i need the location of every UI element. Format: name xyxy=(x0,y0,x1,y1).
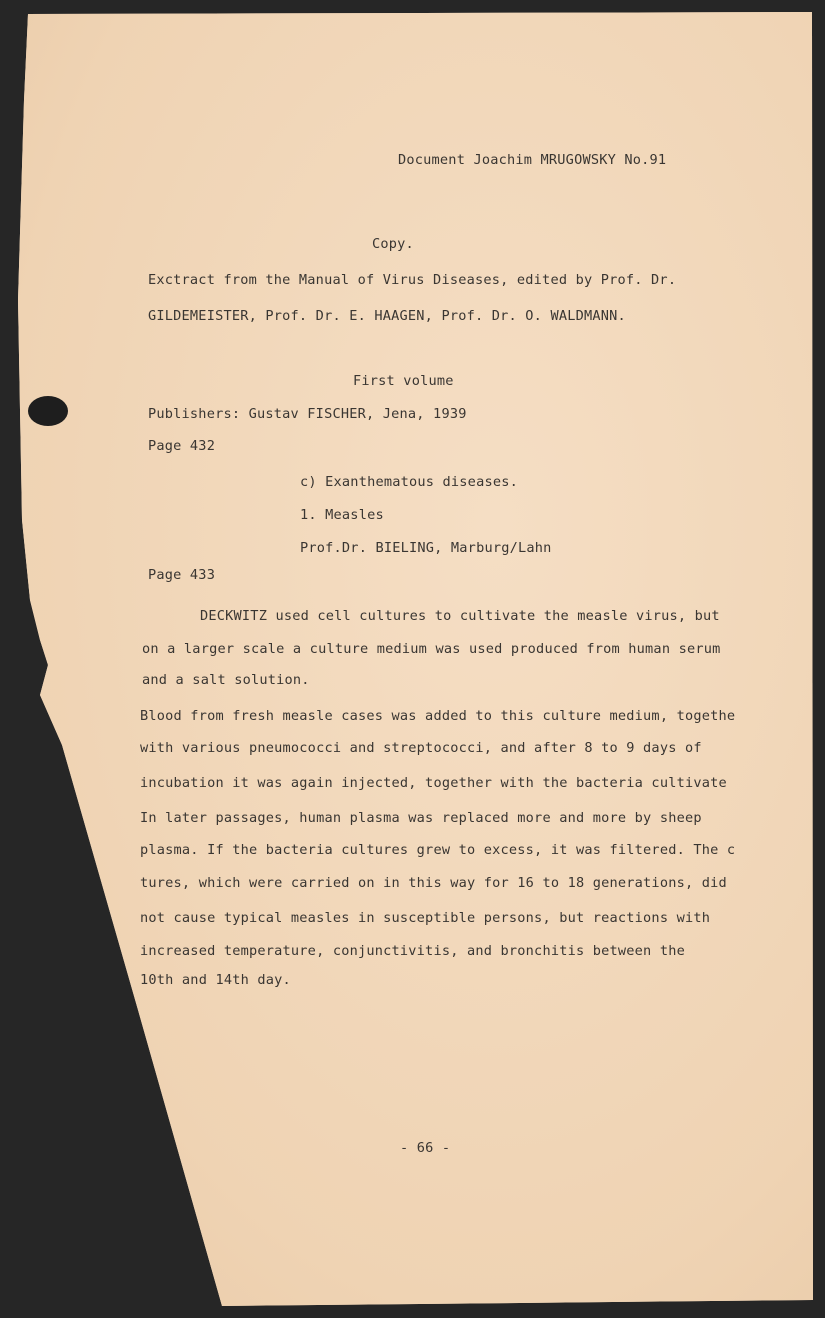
extract-line-2: GILDEMEISTER, Prof. Dr. E. HAAGEN, Prof. Dr. O. WALDMANN. xyxy=(148,308,626,324)
paragraph-1-line-3: and a salt solution. xyxy=(142,672,310,688)
page-ref-433: Page 433 xyxy=(148,567,216,583)
paragraph-2-line-3: incubation it was again injected, together with the bacteria cultivate xyxy=(140,775,727,791)
paragraph-2-line-1: Blood from fresh measle cases was added to this culture medium, togethe xyxy=(140,708,736,724)
paragraph-2-line-8: increased temperature, conjunctivitis, and bronchitis between the xyxy=(140,943,685,959)
paragraph-1-line-2: on a larger scale a culture medium was used produced from human serum xyxy=(142,641,721,657)
punch-hole xyxy=(28,396,68,426)
author-line: Prof.Dr. BIELING, Marburg/Lahn xyxy=(300,540,552,556)
paragraph-2-line-2: with various pneumococci and streptococci, and after 8 to 9 days of xyxy=(140,740,702,756)
paragraph-2-line-9: 10th and 14th day. xyxy=(140,972,291,988)
section-heading: c) Exanthematous diseases. xyxy=(300,474,518,490)
publishers-line: Publishers: Gustav FISCHER, Jena, 1939 xyxy=(148,406,467,422)
paragraph-2-line-7: not cause typical measles in susceptible persons, but reactions with xyxy=(140,910,711,926)
extract-line-1: Exctract from the Manual of Virus Diseases, edited by Prof. Dr. xyxy=(148,272,677,288)
subsection-heading: 1. Measles xyxy=(300,507,384,523)
paragraph-1-line-1: DECKWITZ used cell cultures to cultivate the measle virus, but xyxy=(200,608,720,624)
page-number: - 66 - xyxy=(400,1140,451,1156)
volume-label: First volume xyxy=(353,373,454,389)
document-reference: Document Joachim MRUGOWSKY No.91 xyxy=(398,152,667,168)
paragraph-2-line-6: tures, which were carried on in this way for 16 to 18 generations, did xyxy=(140,875,727,891)
paragraph-2-line-5: plasma. If the bacteria cultures grew to excess, it was filtered. The c xyxy=(140,842,736,858)
copy-label: Copy. xyxy=(372,236,414,252)
paragraph-2-line-4: In later passages, human plasma was replaced more and more by sheep xyxy=(140,810,702,826)
page-ref-432: Page 432 xyxy=(148,438,216,454)
